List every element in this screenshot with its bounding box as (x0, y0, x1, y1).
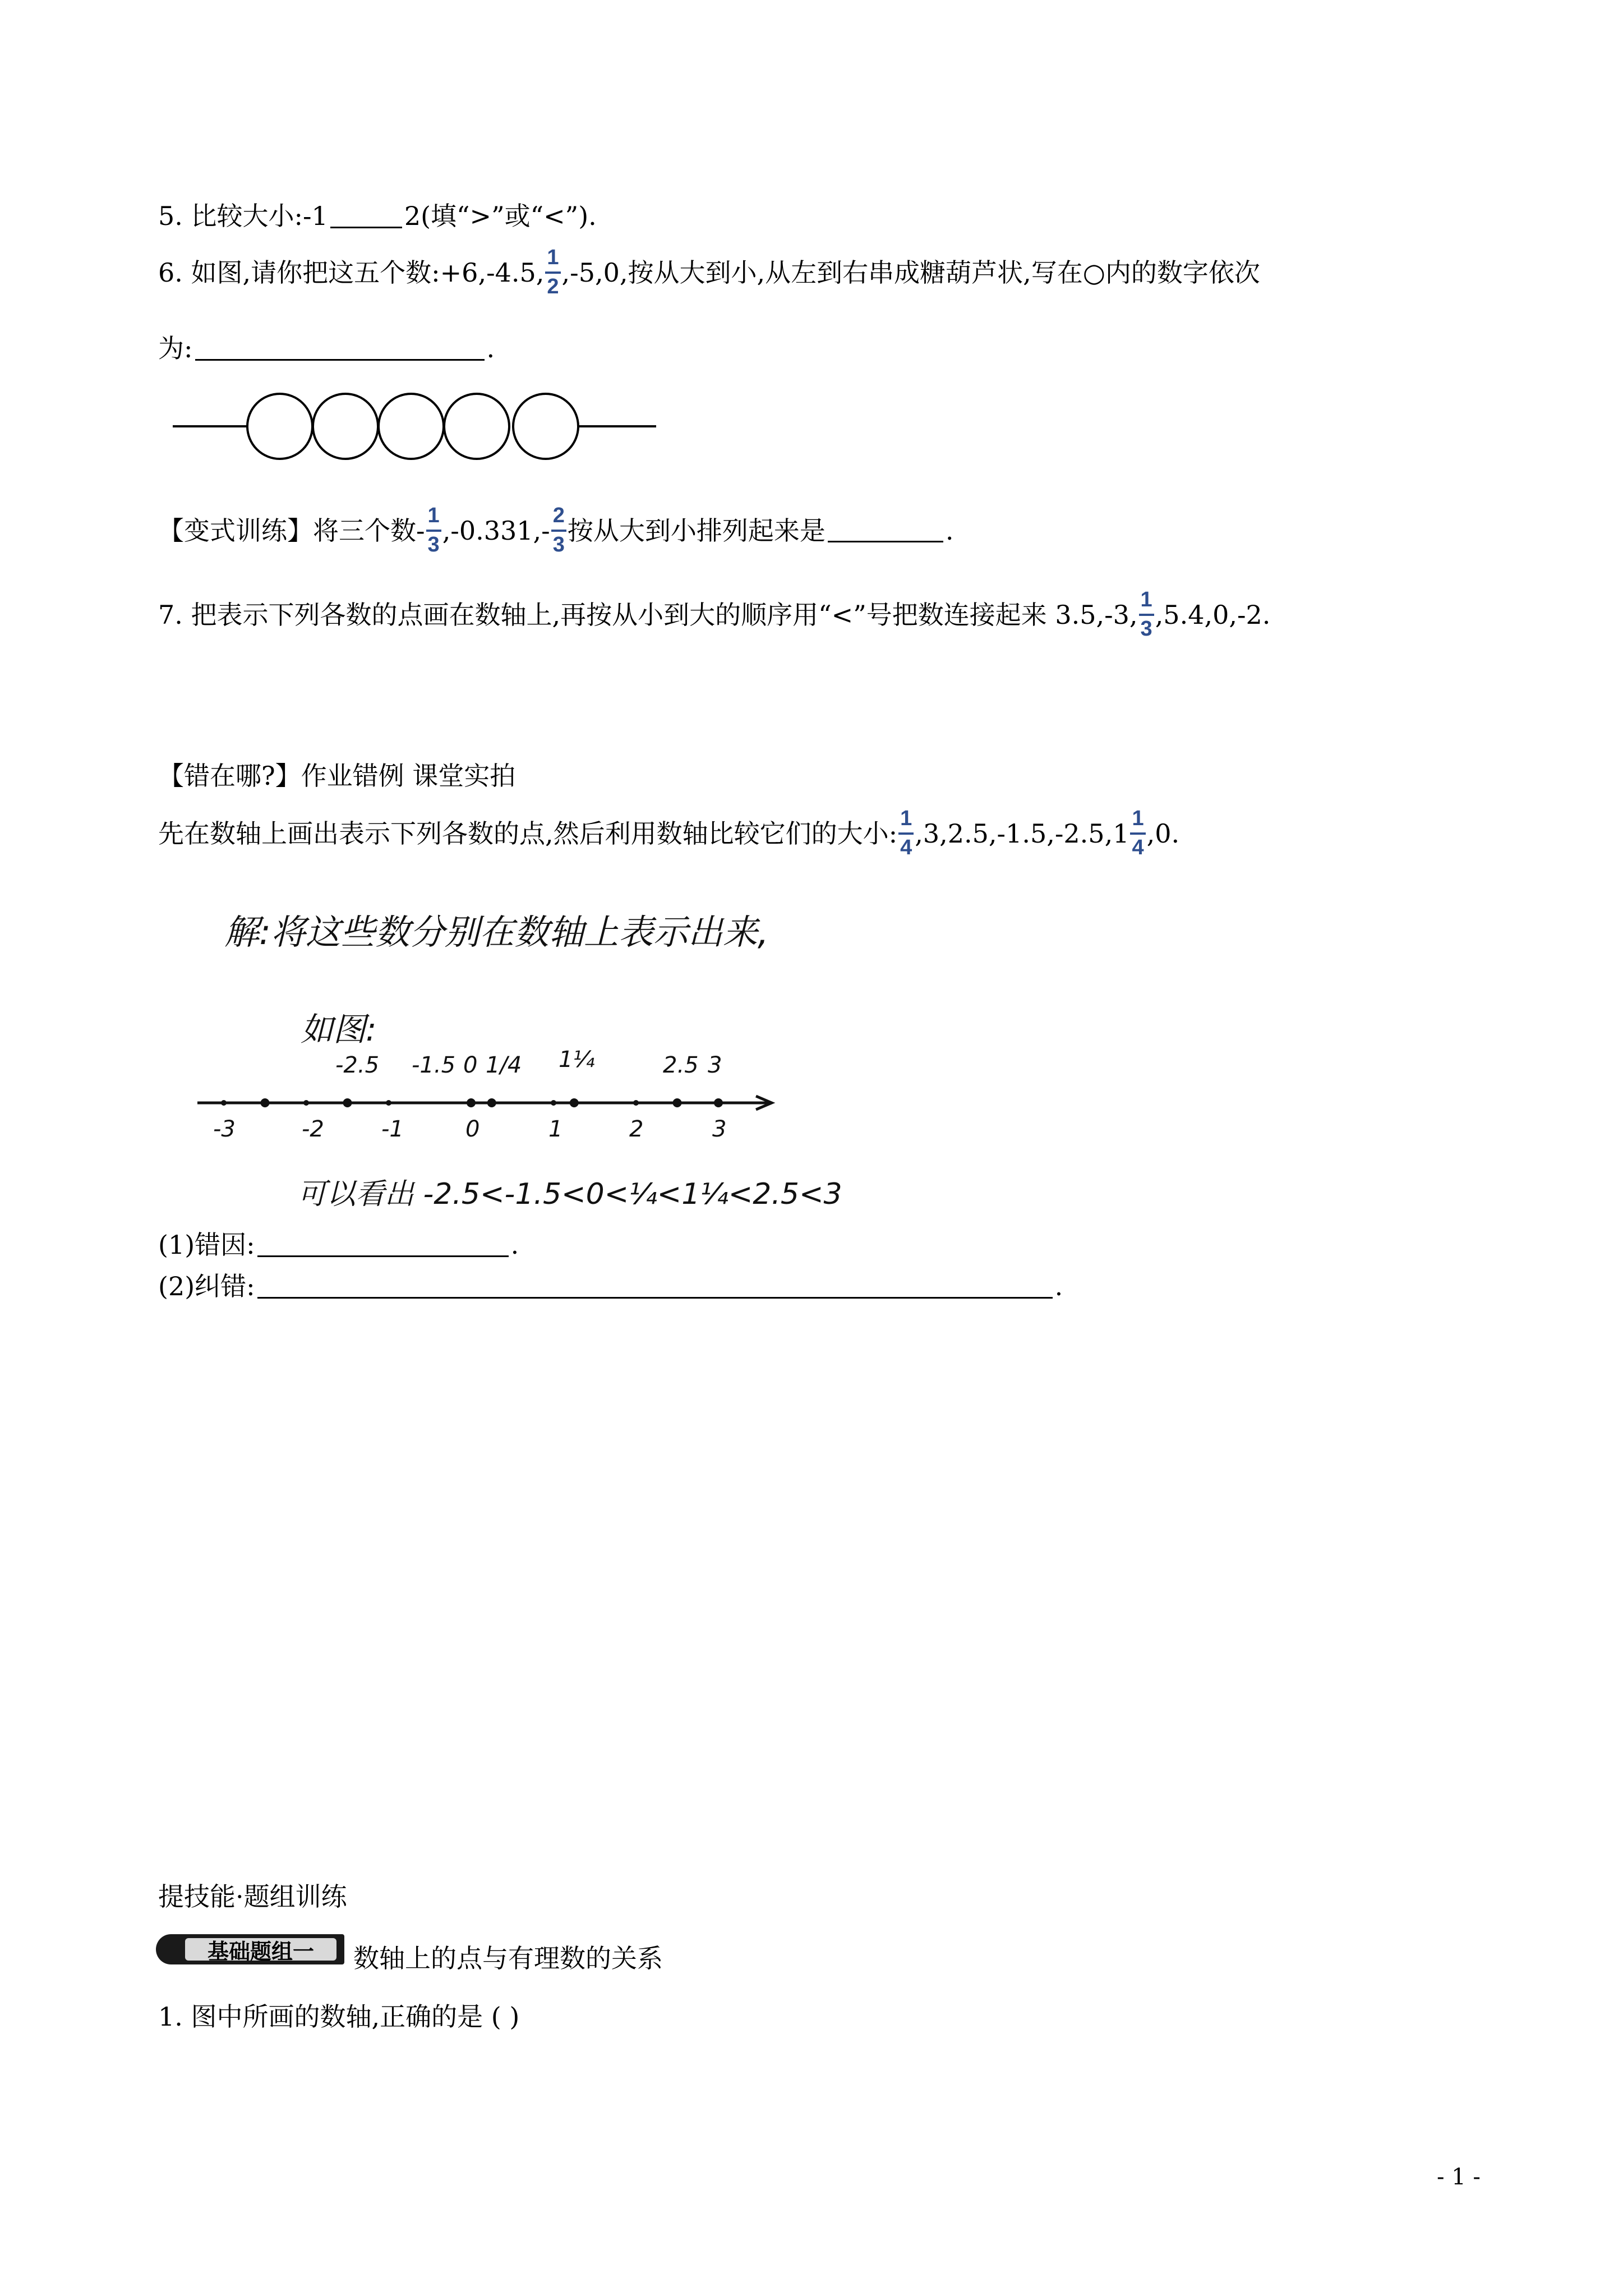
tick-mark (551, 1100, 556, 1106)
question-7: 7. 把表示下列各数的点画在数轴上,再按从小到大的顺序用“<”号把数连接起来 3.5,-3, $\frac{1}{3}$ ,5.4,0,-2. (158, 588, 1271, 641)
tick-label-neg-3: -3 (213, 1116, 236, 1142)
tick-label-2: 2 (629, 1116, 644, 1142)
variant-bracket: 【变式训练】 (158, 515, 313, 546)
point-label-neg-2-5: -2.5 (335, 1052, 380, 1078)
point-label-one-and-quarter: 1¼ (559, 1047, 595, 1073)
q6-fraction: $\frac{1}{2}$ (545, 247, 560, 298)
error-reason-blank[interactable] (257, 1233, 509, 1257)
plotted-point (261, 1098, 270, 1107)
error-fraction-1: $\frac{1}{4}$ (898, 808, 914, 859)
answer-circle-4[interactable] (444, 394, 509, 459)
q6-line2-prefix: 为: (158, 333, 193, 364)
tick-label-1: 1 (548, 1116, 563, 1142)
group-badge-label: 基础题组一 (185, 1938, 336, 1961)
q5-answer-blank[interactable] (330, 204, 402, 228)
tick-label-3: 3 (712, 1116, 727, 1142)
plotted-point (673, 1098, 682, 1107)
variant-training: 【变式训练】 将三个数- $\frac{1}{3}$ ,-0.331,- $\frac{2}{3}$ 按从大到小排列起来是 . (158, 504, 954, 556)
point-label-2-5: 2.5 (663, 1052, 699, 1078)
tick-mark (633, 1100, 639, 1106)
variant-fraction-2: $\frac{2}{3}$ (551, 505, 566, 556)
group-title: 数轴上的点与有理数的关系 (353, 1943, 663, 1973)
q5-prefix: 5. 比较大小:-1 (158, 201, 328, 231)
q6-text-part2: ,-5,0,按从大到小,从左到右串成糖葫芦状,写在○内的数字依次 (561, 257, 1260, 288)
tick-label-neg-2: -2 (302, 1116, 324, 1142)
error-fraction-2: $\frac{1}{4}$ (1130, 808, 1145, 859)
skills-section-title: 提技能·题组训练 (158, 1881, 347, 1912)
question-5 (158, 203, 597, 229)
candied-haws-figure (168, 388, 662, 467)
tick-mark (303, 1100, 309, 1106)
plotted-point (487, 1098, 496, 1107)
tick-mark (386, 1100, 391, 1106)
error-section-prompt: 先在数轴上画出表示下列各数的点,然后利用数轴比较它们的大小: $\frac{1}{4}$ ,3,2.5,-1.5,-2.5,1 $\frac{1}{4}$ ,0. (158, 807, 1180, 859)
q6-answer-blank[interactable] (195, 337, 485, 361)
tick-label-neg-1: -1 (381, 1116, 404, 1142)
handwritten-line-2: 如图: (301, 1010, 377, 1048)
handwritten-line-1: 解:将这些数分别在数轴上表示出来, (224, 912, 769, 953)
point-label-neg-1-5: -1.5 (412, 1052, 456, 1078)
question-6-answer-line: 为: . (158, 333, 495, 364)
handwritten-conclusion: 可以看出 -2.5<-1.5<0<¼<1¼<2.5<3 (297, 1177, 842, 1211)
answer-circle-3[interactable] (379, 394, 444, 459)
q7-fraction: $\frac{1}{3}$ (1139, 589, 1154, 641)
point-label-0: 0 (463, 1052, 478, 1078)
plotted-point (714, 1098, 723, 1107)
question-6 (158, 247, 1260, 298)
plotted-point (570, 1098, 579, 1107)
variant-answer-blank[interactable] (828, 518, 943, 542)
point-label-quarter: 1/4 (486, 1052, 522, 1078)
plotted-point (467, 1098, 476, 1107)
error-fix-blank[interactable] (257, 1274, 1053, 1299)
error-section-heading: 【错在哪?】作业错例 课堂实拍 (158, 761, 516, 791)
tick-mark (221, 1100, 227, 1106)
page-number: - 1 - (1437, 2164, 1481, 2190)
answer-circle-2[interactable] (313, 394, 378, 459)
error-fix-line: (2)纠错: . (158, 1271, 1063, 1301)
q5-suffix: 2(填“>”或“<”). (404, 201, 597, 231)
tick-label-0: 0 (465, 1116, 480, 1142)
skills-question-1: 1. 图中所画的数轴,正确的是 ( ) (158, 2001, 520, 2032)
point-label-3: 3 (708, 1052, 722, 1078)
answer-circle-1[interactable] (247, 394, 312, 459)
plotted-point (343, 1098, 352, 1107)
q6-text-part1: 6. 如图,请你把这五个数:+6,-4.5, (158, 257, 545, 288)
error-reason-line: (1)错因: . (158, 1230, 519, 1260)
variant-fraction-1: $\frac{1}{3}$ (426, 505, 441, 556)
answer-circle-5[interactable] (513, 394, 578, 459)
